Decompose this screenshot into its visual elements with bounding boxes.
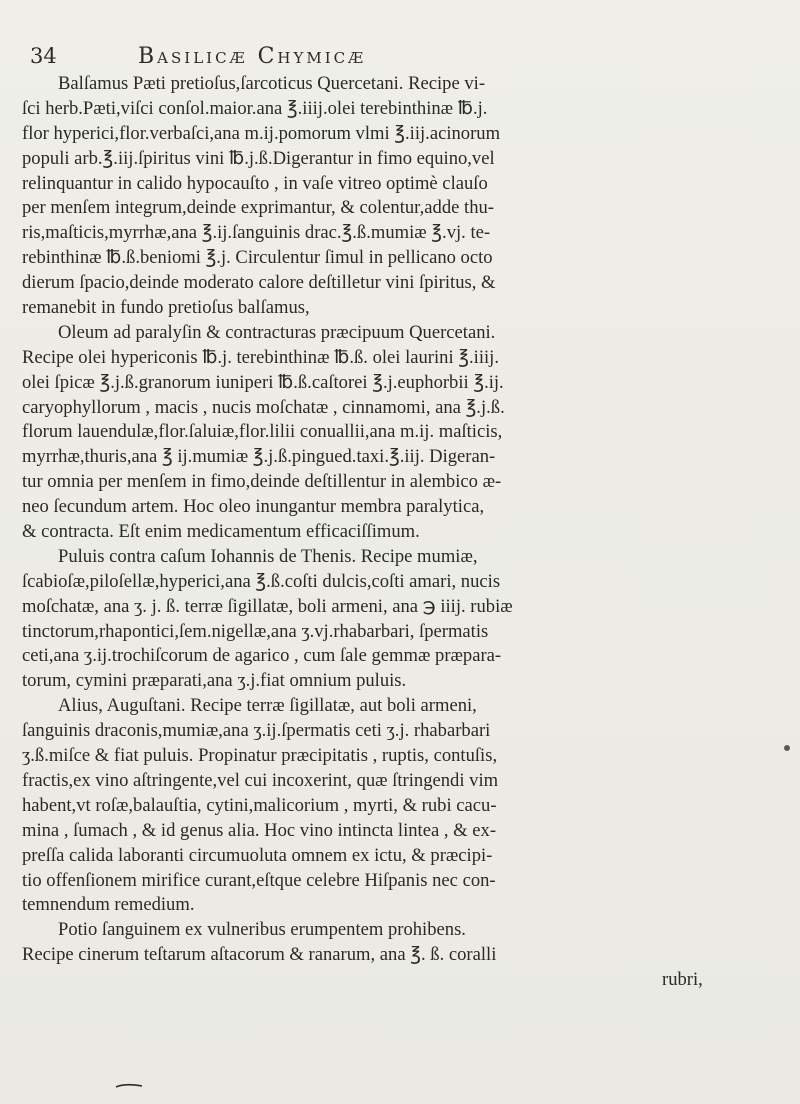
recipe-heading-line: Potio ſanguinem ex vulneribus erumpentem prohibens. bbox=[58, 919, 466, 941]
text-line: flor hyperici,flor.verbaſci,ana m.ij.pomorum vlmi ℥.iij.acinorum bbox=[22, 122, 501, 144]
page-header bbox=[30, 44, 760, 70]
text-line: tur omnia per menſem in fimo,deinde deſtillentur in alembico æ- bbox=[22, 471, 502, 493]
text-line: Recipe olei hypericonis ℔.j. terebinthinæ ℔.ß. olei laurini ℥.iiij. bbox=[22, 346, 499, 368]
text-line: olei ſpicæ ℥.j.ß.granorum iuniperi ℔.ß.caſtorei ℥.j.euphorbii ℥.ij. bbox=[22, 371, 504, 393]
recipe-heading-line: Puluis contra caſum Iohannis de Thenis. Recipe mumiæ, bbox=[58, 545, 478, 567]
text-line: myrrhæ,thuris,ana ℥ ij.mumiæ ℥.j.ß.pingued.taxi.℥.iij. Digeran- bbox=[22, 446, 496, 468]
recipe-heading-line: Oleum ad paralyſin & contracturas præcipuum Quercetani. bbox=[58, 321, 496, 343]
text-line: Recipe cinerum teſtarum aſtacorum & ranarum, ana ℥. ß. coralli bbox=[22, 944, 497, 966]
text-line: torum, cymini præparati,ana ʒ.j.fiat omnium puluis. bbox=[22, 670, 407, 692]
text-line: ſcabioſæ,piloſellæ,hyperici,ana ℥.ß.coſti dulcis,coſti amari, nucis bbox=[22, 570, 501, 592]
running-head: Basilicæ Chymicæ bbox=[138, 44, 367, 69]
text-line: ſci herb.Pæti,viſci conſol.maior.ana ℥.iiij.olei terebinthinæ ℔.j. bbox=[22, 97, 488, 119]
ink-flourish-icon bbox=[115, 1083, 143, 1089]
text-line: mina , ſumach , & id genus alia. Hoc vino intincta lintea , & ex- bbox=[22, 819, 497, 841]
text-line: relinquantur in calido hypocauſto , in vaſe vitreo optimè clauſo bbox=[22, 172, 488, 194]
text-line: ris,maſticis,myrrhæ,ana ℥.ij.ſanguinis drac.℥.ß.mumiæ ℥.vj. te- bbox=[22, 222, 491, 244]
text-line: preſſa calida laboranti circumuoluta omnem ex ictu, & præcipi- bbox=[22, 844, 493, 866]
text-line: remanebit in fundo pretioſus balſamus, bbox=[22, 297, 310, 319]
text-line: ceti,ana ʒ.ij.trochiſcorum de agarico , cum ſale gemmæ præpara- bbox=[22, 645, 502, 667]
text-line: rebinthinæ ℔.ß.beniomi ℥.j. Circulentur ſimul in pellicano octo bbox=[22, 247, 493, 269]
text-line: neo ſecundum artem. Hoc oleo inungantur membra paralytica, bbox=[22, 496, 485, 518]
text-line: ʒ.ß.miſce & fiat puluis. Propinatur præcipitatis , ruptis, contuſis, bbox=[22, 745, 498, 767]
text-line: florum lauendulæ,flor.ſaluiæ,flor.lilii conuallii,ana m.ij. maſticis, bbox=[22, 421, 503, 443]
recipe-heading-line: Balſamus Pæti pretioſus,ſarcoticus Quercetani. Recipe vi- bbox=[58, 73, 486, 94]
text-line: caryophyllorum , macis , nucis moſchatæ , cinnamomi, ana ℥.j.ß. bbox=[22, 396, 505, 418]
text-line: tinctorum,rhapontici,ſem.nigellæ,ana ʒ.vj.rhabarbari, ſpermatis bbox=[22, 620, 489, 642]
text-body bbox=[22, 72, 782, 993]
text-line: ſanguinis draconis,mumiæ,ana ʒ.ij.ſpermatis ceti ʒ.j. rhabarbari bbox=[22, 720, 491, 742]
text-line: per menſem integrum,deinde exprimantur, & colentur,adde thu- bbox=[22, 197, 494, 219]
text-line: habent,vt roſæ,balauſtia, cytini,malicorium , myrti, & rubi cacu- bbox=[22, 794, 497, 816]
text-line: populi arb.℥.iij.ſpiritus vini ℔.j.ß.Digerantur in fimo equino,vel bbox=[22, 147, 495, 169]
text-line: moſchatæ, ana ʒ. j. ß. terræ ſigillatæ, boli armeni, ana ℈ iiij. rubiæ bbox=[22, 595, 513, 617]
recipe-heading-line: Alius, Auguſtani. Recipe terræ ſigillatæ, aut boli armeni, bbox=[58, 695, 477, 717]
text-line: & contracta. Eſt enim medicamentum efficaciſſimum. bbox=[22, 521, 420, 543]
catchword: rubri, bbox=[662, 969, 703, 991]
page-number: 34 bbox=[30, 44, 57, 68]
text-line: temnendum remedium. bbox=[22, 894, 195, 916]
margin-dot-icon bbox=[784, 745, 790, 751]
text-line: tio offenſionem mirifice curant,eſtque celebre Hiſpanis nec con- bbox=[22, 869, 496, 891]
text-line: dierum ſpacio,deinde moderato calore deſtilletur vini ſpiritus, & bbox=[22, 272, 496, 294]
text-line: fractis,ex vino aſtringente,vel cui incoxerint, quæ ſtringendi vim bbox=[22, 769, 499, 791]
